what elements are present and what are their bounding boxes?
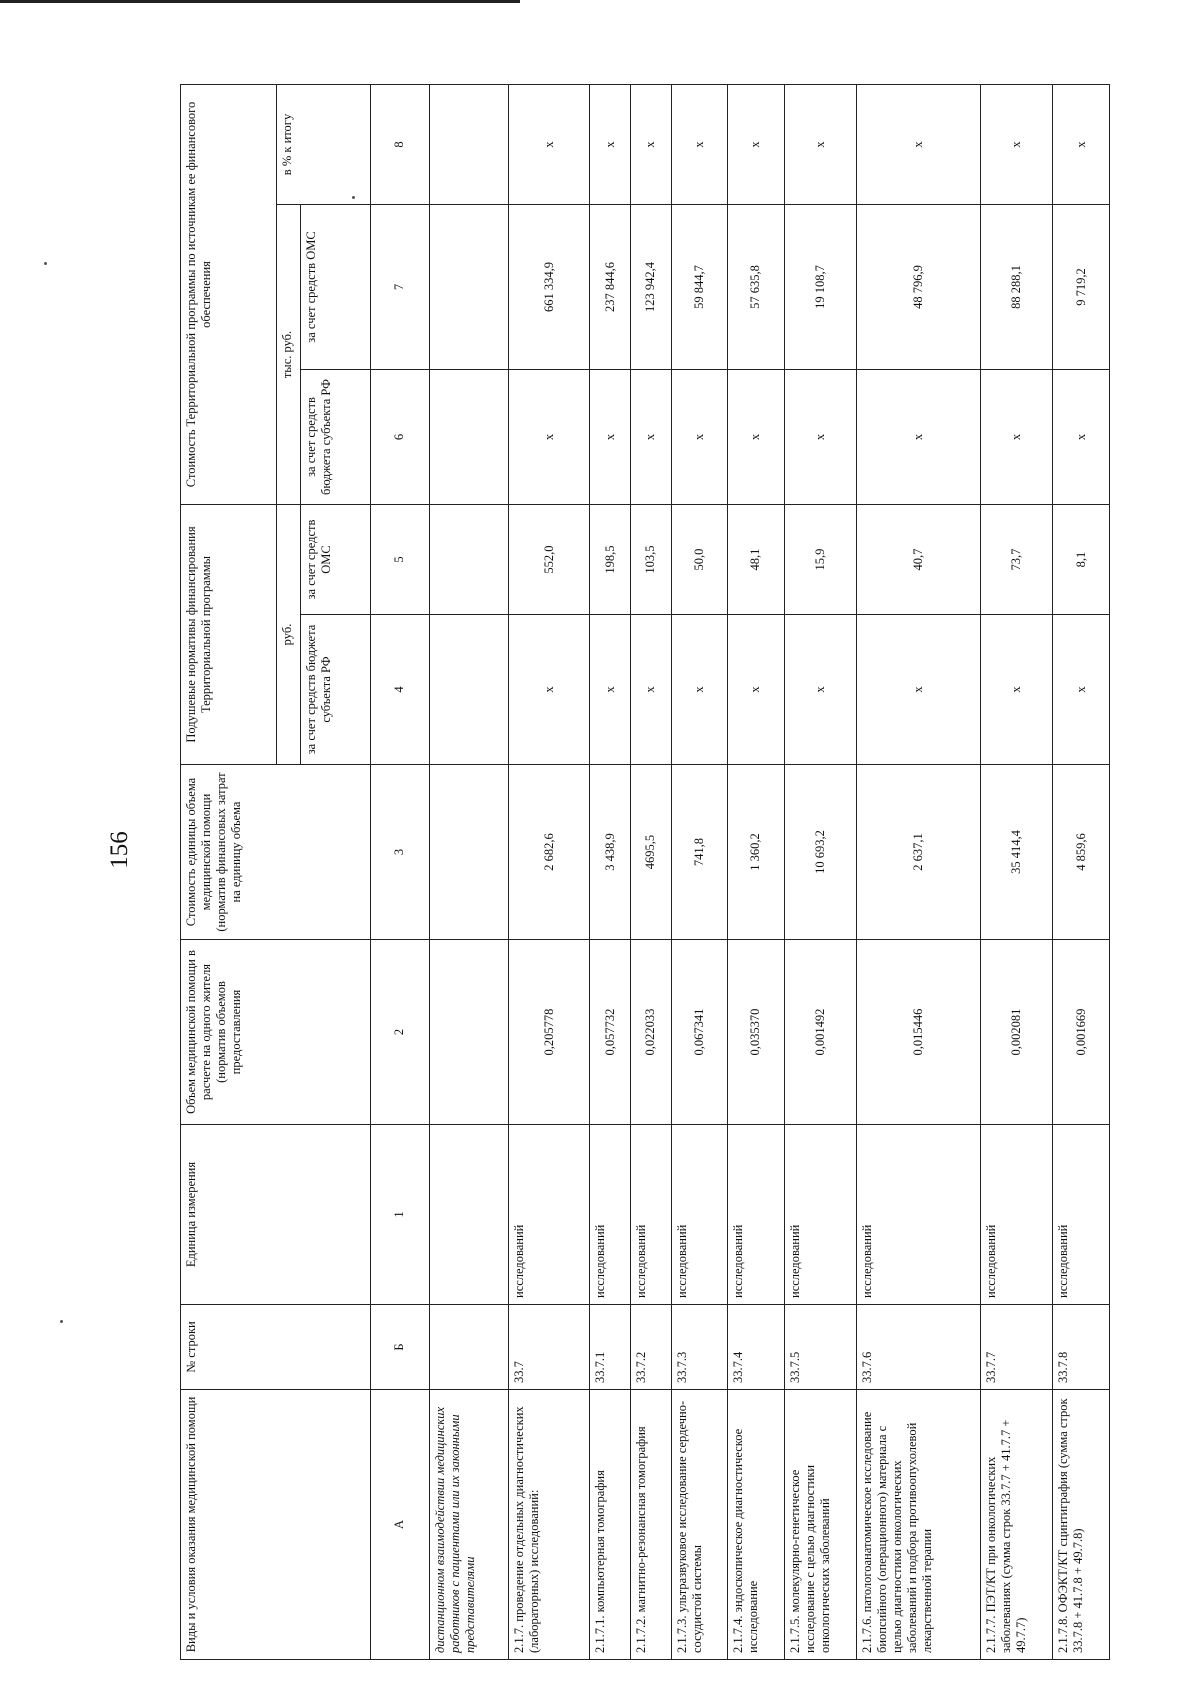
row-unit: исследований xyxy=(508,1125,589,1305)
row-per-capita-budget: х xyxy=(856,615,980,765)
scan-edge-line xyxy=(0,0,520,3)
row-total-budget: х xyxy=(784,370,856,505)
row-name: 2.1.7.5. молекулярно-генетическое исследование с целью диагностики онкологических заболеваний xyxy=(784,1390,856,1660)
row-volume: 0,002081 xyxy=(981,940,1053,1125)
row-total-budget: х xyxy=(1053,370,1110,505)
row-code: 33.7.1 xyxy=(590,1305,631,1390)
row-total-budget: х xyxy=(630,370,671,505)
header-per-capita: Подушевые нормативы финансирования Территориальной программы xyxy=(181,505,277,765)
row-unit: исследований xyxy=(630,1125,671,1305)
row-code: 33.7.5 xyxy=(784,1305,856,1390)
index-cell: Б xyxy=(371,1305,430,1390)
row-per-capita-oms: 103,5 xyxy=(630,505,671,615)
row-code: 33.7 xyxy=(508,1305,589,1390)
row-name: 2.1.7.2. магнитно-резонансная томография xyxy=(630,1390,671,1660)
row-name: 2.1.7.3. ультразвуковое исследование сердечно-сосудистой системы xyxy=(671,1390,727,1660)
row-per-capita-budget: х xyxy=(671,615,727,765)
row-per-capita-oms: 8,1 xyxy=(1053,505,1110,615)
row-unit: исследований xyxy=(981,1125,1053,1305)
row-code: 33.7.3 xyxy=(671,1305,727,1390)
row-unit-cost: 741,8 xyxy=(671,765,727,940)
row-volume: 0,067341 xyxy=(671,940,727,1125)
row-total-oms: 57 635,8 xyxy=(728,205,784,370)
row-unit: исследований xyxy=(784,1125,856,1305)
row-total-percent: х xyxy=(1053,84,1110,204)
header-per-capita-budget: за счет средств бюджета субъекта РФ xyxy=(301,615,371,765)
header-unit: Единица измерения xyxy=(181,1125,371,1305)
row-per-capita-oms: 15,9 xyxy=(784,505,856,615)
row-per-capita-budget: х xyxy=(508,615,589,765)
continuation-row xyxy=(429,84,508,1659)
row-volume: 0,035370 xyxy=(728,940,784,1125)
rotated-table-sheet xyxy=(180,85,1110,1660)
row-per-capita-oms: 198,5 xyxy=(590,505,631,615)
header-kind: Виды и условия оказания медицинской помощи xyxy=(181,1390,371,1660)
index-cell: 7 xyxy=(371,205,430,370)
row-unit: исследований xyxy=(671,1125,727,1305)
row-name: 2.1.7. проведение отдельных диагностических (лабораторных) исследований: xyxy=(508,1390,589,1660)
index-cell: 1 xyxy=(371,1125,430,1305)
row-total-budget: х xyxy=(981,370,1053,505)
scan-speck xyxy=(60,1320,63,1323)
row-code: 33.7.8 xyxy=(1053,1305,1110,1390)
row-volume: 0,015446 xyxy=(856,940,980,1125)
row-code: 33.7.4 xyxy=(728,1305,784,1390)
row-total-percent: х xyxy=(784,84,856,204)
table-row xyxy=(856,84,980,1659)
index-cell: 3 xyxy=(371,765,430,940)
row-total-oms: 123 942,4 xyxy=(630,205,671,370)
row-total-oms: 19 108,7 xyxy=(784,205,856,370)
row-total-percent: х xyxy=(590,84,631,204)
financing-table xyxy=(180,84,1110,1660)
header-row-number: № строки xyxy=(181,1305,371,1390)
row-total-percent: х xyxy=(856,84,980,204)
row-total-oms: 661 334,9 xyxy=(508,205,589,370)
table-row xyxy=(1053,84,1110,1659)
header-total-budget: за счет средств бюджета субъекта РФ xyxy=(301,370,371,505)
page-number: 156 xyxy=(106,831,133,869)
row-name: 2.1.7.4. эндоскопическое диагностическое исследование xyxy=(728,1390,784,1660)
row-total-percent: х xyxy=(630,84,671,204)
row-per-capita-budget: х xyxy=(784,615,856,765)
row-per-capita-budget: х xyxy=(1053,615,1110,765)
table-row xyxy=(981,84,1053,1659)
header-total-cost-unit: тыс. руб. xyxy=(277,205,301,505)
row-unit-cost: 10 693,2 xyxy=(784,765,856,940)
index-cell: 2 xyxy=(371,940,430,1125)
row-total-budget: х xyxy=(590,370,631,505)
row-name: 2.1.7.1. компьютерная томография xyxy=(590,1390,631,1660)
row-total-oms: 237 844,6 xyxy=(590,205,631,370)
header-volume: Объем медицинской помощи в расчете на одного жителя (норматив объемов предоставления xyxy=(181,940,371,1125)
header-unit-cost: Стоимость единицы объема медицинской помощи (норматив финансовых затрат на единицу объема xyxy=(181,765,371,940)
row-unit: исследований xyxy=(590,1125,631,1305)
row-name: 2.1.7.8. ОФЭКТ/КТ сцинтиграфия (сумма строк 33.7.8 + 41.7.8 + 49.7.8) xyxy=(1053,1390,1110,1660)
row-unit-cost: 3 438,9 xyxy=(590,765,631,940)
index-cell: 4 xyxy=(371,615,430,765)
row-per-capita-budget: х xyxy=(630,615,671,765)
scan-speck xyxy=(44,262,47,265)
row-volume: 0,205778 xyxy=(508,940,589,1125)
row-total-budget: х xyxy=(671,370,727,505)
table-row xyxy=(784,84,856,1659)
row-per-capita-budget: х xyxy=(590,615,631,765)
row-per-capita-oms: 48,1 xyxy=(728,505,784,615)
row-total-oms: 88 288,1 xyxy=(981,205,1053,370)
row-code: 33.7.7 xyxy=(981,1305,1053,1390)
row-total-percent: х xyxy=(671,84,727,204)
table-row xyxy=(508,84,589,1659)
row-unit: исследований xyxy=(728,1125,784,1305)
row-unit-cost: 2 682,6 xyxy=(508,765,589,940)
row-name: 2.1.7.6. патологоанатомическое исследование биопсийного (операционного) материала с целью диагностики онкологических заболеваний и подбора противоопухолевой лекарственной терапии xyxy=(856,1390,980,1660)
row-total-percent: х xyxy=(728,84,784,204)
row-total-budget: х xyxy=(508,370,589,505)
row-total-percent: х xyxy=(981,84,1053,204)
row-total-budget: х xyxy=(728,370,784,505)
row-total-oms: 9 719,2 xyxy=(1053,205,1110,370)
row-total-oms: 59 844,7 xyxy=(671,205,727,370)
row-volume: 0,022033 xyxy=(630,940,671,1125)
table-row xyxy=(590,84,631,1659)
row-unit-cost: 35 414,4 xyxy=(981,765,1053,940)
row-per-capita-oms: 40,7 xyxy=(856,505,980,615)
row-name: 2.1.7.7. ПЭТ/КТ при онкологических заболеваниях (сумма строк 33.7.7 + 41.7.7 + 49.7.7) xyxy=(981,1390,1053,1660)
row-per-capita-oms: 50,0 xyxy=(671,505,727,615)
row-total-oms: 48 796,9 xyxy=(856,205,980,370)
index-cell: 6 xyxy=(371,370,430,505)
index-cell: 5 xyxy=(371,505,430,615)
row-volume: 0,001669 xyxy=(1053,940,1110,1125)
row-unit-cost: 2 637,1 xyxy=(856,765,980,940)
row-unit-cost: 4695,5 xyxy=(630,765,671,940)
header-total-percent: в % к итогу xyxy=(277,84,371,204)
row-unit: исследований xyxy=(856,1125,980,1305)
table-row xyxy=(630,84,671,1659)
row-code: 33.7.2 xyxy=(630,1305,671,1390)
header-per-capita-oms: за счет средств ОМС xyxy=(301,505,371,615)
row-total-budget: х xyxy=(856,370,980,505)
header-per-capita-unit: руб. xyxy=(277,505,301,765)
header-total-oms: за счет средств ОМС xyxy=(301,205,371,370)
table-row xyxy=(671,84,727,1659)
row-per-capita-oms: 552,0 xyxy=(508,505,589,615)
row-unit-cost: 4 859,6 xyxy=(1053,765,1110,940)
row-per-capita-budget: х xyxy=(728,615,784,765)
row-volume: 0,057732 xyxy=(590,940,631,1125)
index-cell: 8 xyxy=(371,84,430,204)
row-unit-cost: 1 360,2 xyxy=(728,765,784,940)
row-per-capita-oms: 73,7 xyxy=(981,505,1053,615)
index-cell: А xyxy=(371,1390,430,1660)
table-row xyxy=(728,84,784,1659)
row-code: 33.7.6 xyxy=(856,1305,980,1390)
header-total-cost: Стоимость Территориальной программы по источникам ее финансового обеспечения xyxy=(181,84,277,504)
column-index-row xyxy=(371,84,430,1659)
row-unit: исследований xyxy=(1053,1125,1110,1305)
continuation-text: дистанционном взаимодействии медицинских работников с пациентами или их законными представителями xyxy=(429,1390,508,1660)
row-per-capita-budget: х xyxy=(981,615,1053,765)
row-volume: 0,001492 xyxy=(784,940,856,1125)
row-total-percent: х xyxy=(508,84,589,204)
